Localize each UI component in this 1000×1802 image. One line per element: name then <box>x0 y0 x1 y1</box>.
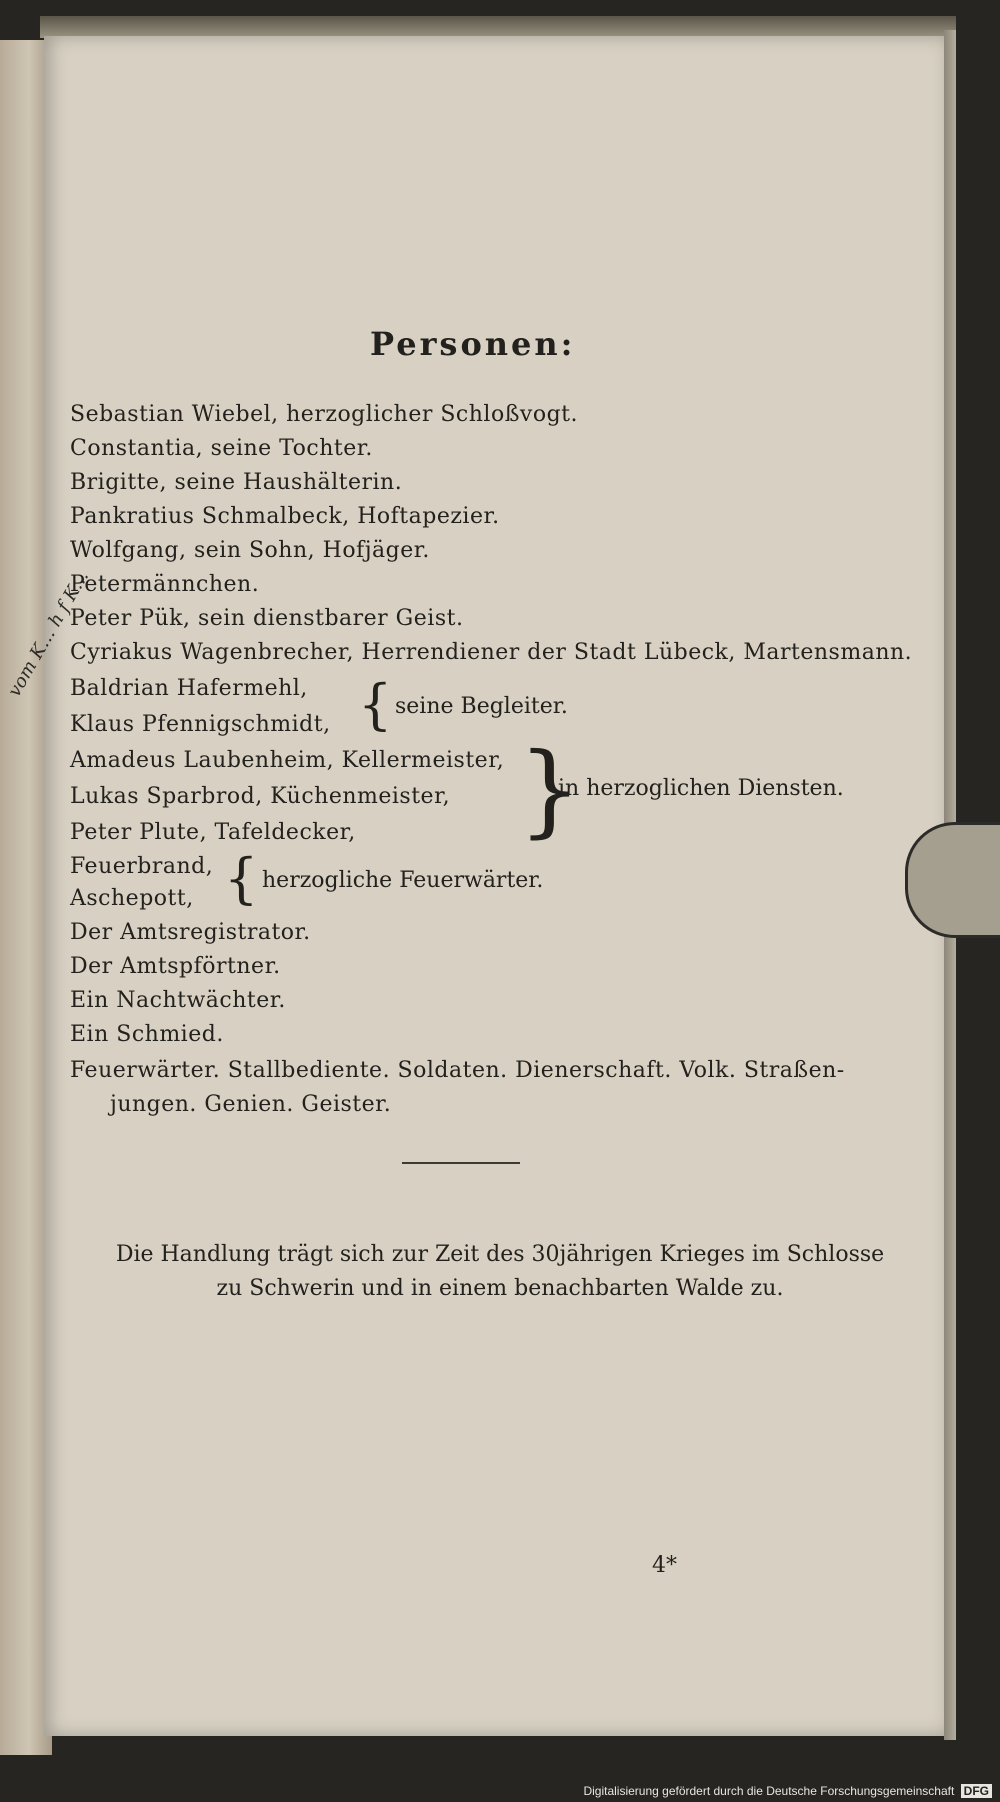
margin-handwriting: vom <box>4 657 42 701</box>
group1-member: Baldrian Hafermehl, <box>70 676 308 701</box>
section-divider <box>402 1162 520 1164</box>
digitization-credit <box>583 1784 992 1798</box>
character-line: Cyriakus Wagenbrecher, Herrendiener der Stadt Lübeck, Martensmann. <box>70 640 913 665</box>
group1-label: seine Begleiter. <box>395 694 568 719</box>
setting-line: zu Schwerin und in einem benachbarten Walde zu. <box>216 1276 784 1301</box>
character-line: Sebastian Wiebel, herzoglicher Schloßvogt. <box>70 402 578 427</box>
setting-line: Die Handlung trägt sich zur Zeit des 30jährigen Krieges im Schlosse <box>115 1242 885 1267</box>
page-clip <box>905 822 1000 938</box>
character-line: Peter Pük, sein dienstbarer Geist. <box>70 606 464 631</box>
group2-member: Amadeus Laubenheim, Kellermeister, <box>70 748 505 773</box>
character-line: Petermännchen. <box>70 572 260 597</box>
character-line: Brigitte, seine Haushälterin. <box>70 470 403 495</box>
brace-icon: } <box>518 731 582 848</box>
extras-line: Feuerwärter. Stallbediente. Soldaten. Dienerschaft. Volk. Straßen- <box>70 1058 845 1083</box>
brace-icon: { <box>224 847 259 910</box>
character-line: Pankratius Schmalbeck, Hoftapezier. <box>70 504 500 529</box>
page-title: Personen: <box>370 325 576 363</box>
dfg-logo: DFG <box>961 1784 992 1798</box>
character-line: Constantia, seine Tochter. <box>70 436 373 461</box>
group1-member: Klaus Pfennigschmidt, <box>70 712 331 737</box>
credit-text: Digitalisierung gefördert durch die Deutsche Forschungsgemeinschaft <box>583 1784 955 1798</box>
brace-icon: { <box>358 673 393 736</box>
character-line: Der Amtsregistrator. <box>70 920 311 945</box>
group3-label: herzogliche Feuerwärter. <box>262 868 544 893</box>
group2-label: in herzoglichen Diensten. <box>558 776 844 801</box>
group2-member: Peter Plute, Tafeldecker, <box>70 820 356 845</box>
character-line: Ein Nachtwächter. <box>70 988 286 1013</box>
character-line: Der Amtspförtner. <box>70 954 281 979</box>
character-line: Wolfgang, sein Sohn, Hofjäger. <box>70 538 430 563</box>
group3-member: Feuerbrand, <box>70 854 214 879</box>
group2-member: Lukas Sparbrod, Küchenmeister, <box>70 784 451 809</box>
character-line: Ein Schmied. <box>70 1022 224 1047</box>
extras-line: jungen. Genien. Geister. <box>110 1092 392 1117</box>
page-top-edge <box>40 16 956 38</box>
group3-member: Aschepott, <box>70 886 194 911</box>
page-number: 4* <box>652 1553 677 1578</box>
